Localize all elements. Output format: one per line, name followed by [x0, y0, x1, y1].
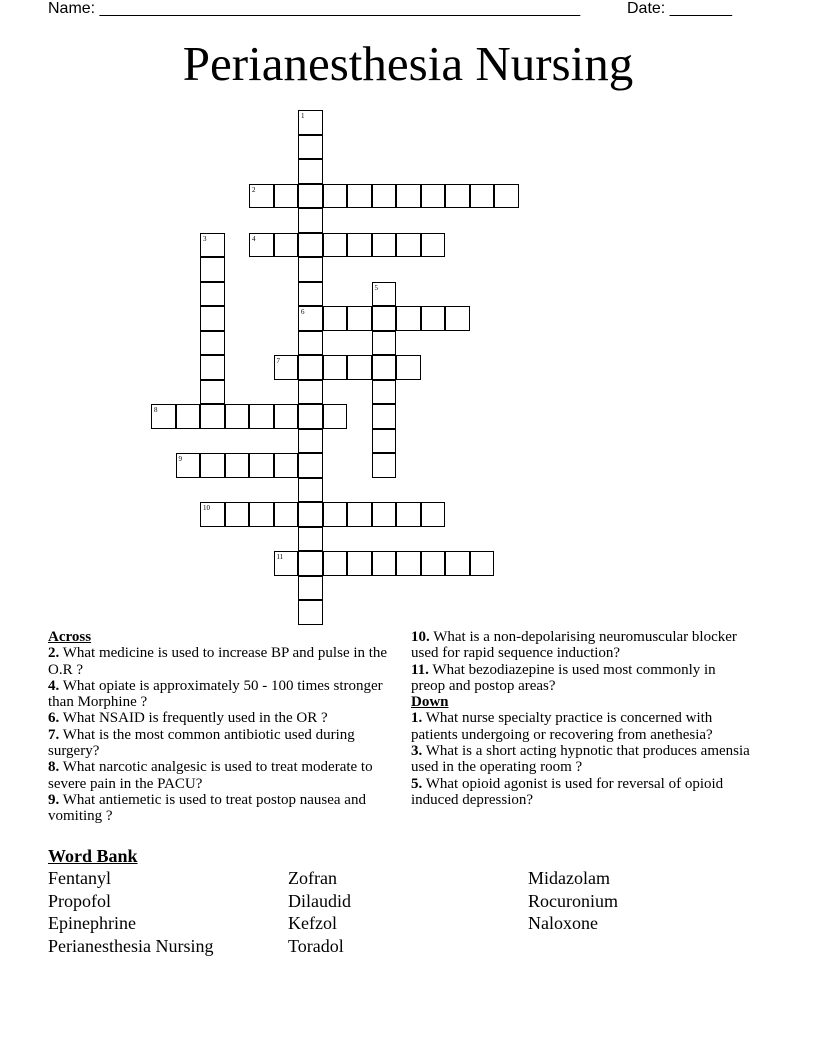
crossword-cell[interactable]	[396, 306, 421, 331]
crossword-cell[interactable]	[176, 453, 201, 478]
across-clue-7: 7. What is the most common antibiotic used during surgery?	[48, 726, 355, 760]
word-bank-item: Kefzol	[288, 913, 337, 934]
crossword-cell[interactable]	[347, 355, 372, 380]
clue-number: 2	[252, 185, 256, 194]
across-clue-10: 10. What is a non-depolarising neuromuscular blocker used for rapid sequence induction?	[411, 629, 737, 662]
crossword-cell[interactable]	[274, 551, 299, 576]
crossword-cell[interactable]	[274, 453, 299, 478]
crossword-cell[interactable]	[323, 306, 348, 331]
crossword-cell[interactable]	[249, 184, 274, 209]
crossword-cell[interactable]	[274, 404, 299, 429]
crossword-cell[interactable]	[298, 355, 323, 380]
across-clue-4: 4. What opiate is approximately 50 - 100 times stronger than Morphine ?	[48, 677, 383, 711]
clue-number: 1	[301, 112, 305, 120]
word-bank-item: Fentanyl	[48, 868, 111, 888]
crossword-cell[interactable]	[347, 502, 372, 527]
across-clue-2: 2. What medicine is used to increase BP and pulse in the O.R ?	[48, 645, 388, 678]
across-clue-11: 11. What bezodiazepine is used most commonly in preop and postop areas?	[411, 661, 716, 694]
crossword-cell[interactable]	[298, 233, 323, 258]
crossword-cell[interactable]	[274, 502, 299, 527]
crossword-cell[interactable]	[249, 404, 274, 429]
crossword-cell[interactable]	[176, 404, 201, 429]
crossword-cell[interactable]	[445, 551, 470, 576]
crossword-cell[interactable]	[298, 159, 323, 184]
crossword-cell[interactable]	[298, 380, 323, 405]
crossword-cell[interactable]	[323, 551, 348, 576]
crossword-cell[interactable]	[298, 306, 323, 331]
across-heading: Across	[48, 629, 92, 645]
crossword-cell[interactable]	[249, 502, 274, 527]
crossword-cell[interactable]	[372, 355, 397, 380]
clue-number: 7	[276, 357, 280, 365]
clue-number: 3	[203, 234, 207, 243]
crossword-cell[interactable]	[396, 551, 421, 576]
word-bank-item: Perianesthesia Nursing	[48, 935, 214, 956]
crossword-cell[interactable]	[347, 551, 372, 576]
word-bank-column	[48, 867, 213, 957]
word-bank-column	[528, 867, 618, 935]
crossword-cell[interactable]	[470, 184, 495, 209]
clue-number: 11	[276, 553, 284, 561]
word-bank-item: Propofol	[48, 890, 111, 911]
crossword-cell[interactable]	[372, 282, 397, 307]
crossword-cell[interactable]	[225, 502, 250, 527]
crossword-cell[interactable]	[249, 453, 274, 478]
crossword-cell[interactable]	[372, 184, 397, 209]
page-title: Perianesthesia Nursing	[182, 36, 634, 91]
word-bank-item: Dilaudid	[288, 890, 351, 911]
clue-number: 6	[301, 308, 305, 316]
crossword-cell[interactable]	[470, 551, 495, 576]
clue-number: 8	[154, 406, 158, 414]
crossword-cell[interactable]	[200, 306, 225, 331]
across-clue-8: 8. What narcotic analgesic is used to treat moderate to severe pain in the PACU?	[48, 759, 373, 792]
word-bank-item: Midazolam	[528, 868, 610, 888]
crossword-cell[interactable]	[421, 233, 446, 258]
clue-number: 5	[374, 283, 378, 292]
crossword-cell[interactable]	[200, 502, 225, 527]
crossword-cell[interactable]	[298, 551, 323, 576]
word-bank-title: Word Bank	[48, 846, 138, 866]
crossword-cell[interactable]	[298, 527, 323, 552]
across-clues	[48, 629, 388, 825]
crossword-cell[interactable]	[396, 233, 421, 258]
crossword-cell[interactable]	[298, 404, 323, 429]
crossword-cell[interactable]	[421, 502, 446, 527]
crossword-cell[interactable]	[372, 306, 397, 331]
crossword-cell[interactable]	[372, 233, 397, 258]
crossword-cell[interactable]	[274, 184, 299, 209]
crossword-cell[interactable]	[298, 502, 323, 527]
crossword-cell[interactable]	[200, 453, 225, 478]
across-clue-9: 9. What antiemetic is used to treat postop nausea and vomiting ?	[48, 791, 366, 825]
down-heading: Down	[411, 694, 449, 711]
crossword-cell[interactable]	[372, 331, 397, 356]
crossword-cell[interactable]	[323, 233, 348, 258]
across-clue-6: 6. What NSAID is frequently used in the OR ?	[48, 710, 328, 727]
crossword-cell[interactable]	[347, 233, 372, 258]
word-bank-column	[288, 867, 351, 957]
crossword-cell[interactable]	[225, 404, 250, 429]
crossword-cell[interactable]	[298, 282, 323, 307]
down-clue-1: 1. What nurse specialty practice is concerned with patients undergoing or recovering from anethesia?	[411, 710, 713, 743]
crossword-cell[interactable]	[347, 306, 372, 331]
crossword-cell[interactable]	[151, 404, 176, 429]
crossword-cell[interactable]	[298, 208, 323, 233]
crossword-cell[interactable]	[372, 429, 397, 454]
crossword-cell[interactable]	[445, 306, 470, 331]
crossword-cell[interactable]	[298, 257, 323, 282]
crossword-cell[interactable]	[347, 184, 372, 209]
crossword-cell[interactable]	[494, 184, 519, 209]
word-bank-item: Epinephrine	[48, 913, 136, 934]
crossword-cell[interactable]	[372, 380, 397, 405]
crossword-cell[interactable]	[298, 600, 323, 625]
date-field-label[interactable]: Date: _______	[627, 0, 732, 17]
crossword-cell[interactable]	[200, 257, 225, 282]
crossword-cell[interactable]	[200, 380, 225, 405]
crossword-cell[interactable]	[372, 404, 397, 429]
crossword-cell[interactable]	[323, 404, 348, 429]
crossword-cell[interactable]	[298, 478, 323, 503]
crossword-cell[interactable]	[200, 282, 225, 307]
crossword-cell[interactable]	[249, 233, 274, 258]
down-clue-5: 5. What opioid agonist is used for reversal of opioid induced depression?	[411, 775, 724, 808]
crossword-cell[interactable]	[396, 355, 421, 380]
right-clues	[411, 629, 751, 808]
crossword-cell[interactable]	[200, 355, 225, 380]
crossword-cell[interactable]	[421, 306, 446, 331]
clue-number: 10	[203, 504, 210, 512]
crossword-cell[interactable]	[323, 355, 348, 380]
crossword-cell[interactable]	[298, 184, 323, 209]
crossword-cell[interactable]	[274, 355, 299, 380]
crossword-cell[interactable]	[323, 502, 348, 527]
word-bank-item: Naloxone	[528, 913, 598, 934]
crossword-cell[interactable]	[372, 453, 397, 478]
crossword-cell[interactable]	[298, 429, 323, 454]
crossword-cell[interactable]	[225, 453, 250, 478]
word-bank-item: Zofran	[288, 868, 337, 888]
crossword-cell[interactable]	[372, 551, 397, 576]
crossword-cell[interactable]	[298, 331, 323, 356]
crossword-cell[interactable]	[298, 453, 323, 478]
name-field-label[interactable]: Name: ______________________________________________________	[48, 0, 581, 17]
crossword-cell[interactable]	[274, 233, 299, 258]
crossword-cell[interactable]	[298, 576, 323, 601]
word-bank-item: Rocuronium	[528, 890, 618, 911]
word-bank-item: Toradol	[288, 935, 344, 956]
crossword-cell[interactable]	[372, 502, 397, 527]
crossword-cell[interactable]	[396, 184, 421, 209]
clue-number: 4	[252, 234, 256, 243]
crossword-cell[interactable]	[323, 184, 348, 209]
crossword-cell[interactable]	[200, 404, 225, 429]
crossword-cell[interactable]	[396, 502, 421, 527]
crossword-cell[interactable]	[298, 135, 323, 160]
crossword-cell[interactable]	[421, 551, 446, 576]
clue-number: 9	[178, 455, 182, 463]
crossword-cell[interactable]	[298, 110, 323, 135]
crossword-cell[interactable]	[445, 184, 470, 209]
crossword-cell[interactable]	[200, 233, 225, 258]
crossword-cell[interactable]	[421, 184, 446, 209]
down-clue-3: 3. What is a short acting hypnotic that produces amensia used in the operating room ?	[411, 743, 750, 776]
crossword-cell[interactable]	[200, 331, 225, 356]
